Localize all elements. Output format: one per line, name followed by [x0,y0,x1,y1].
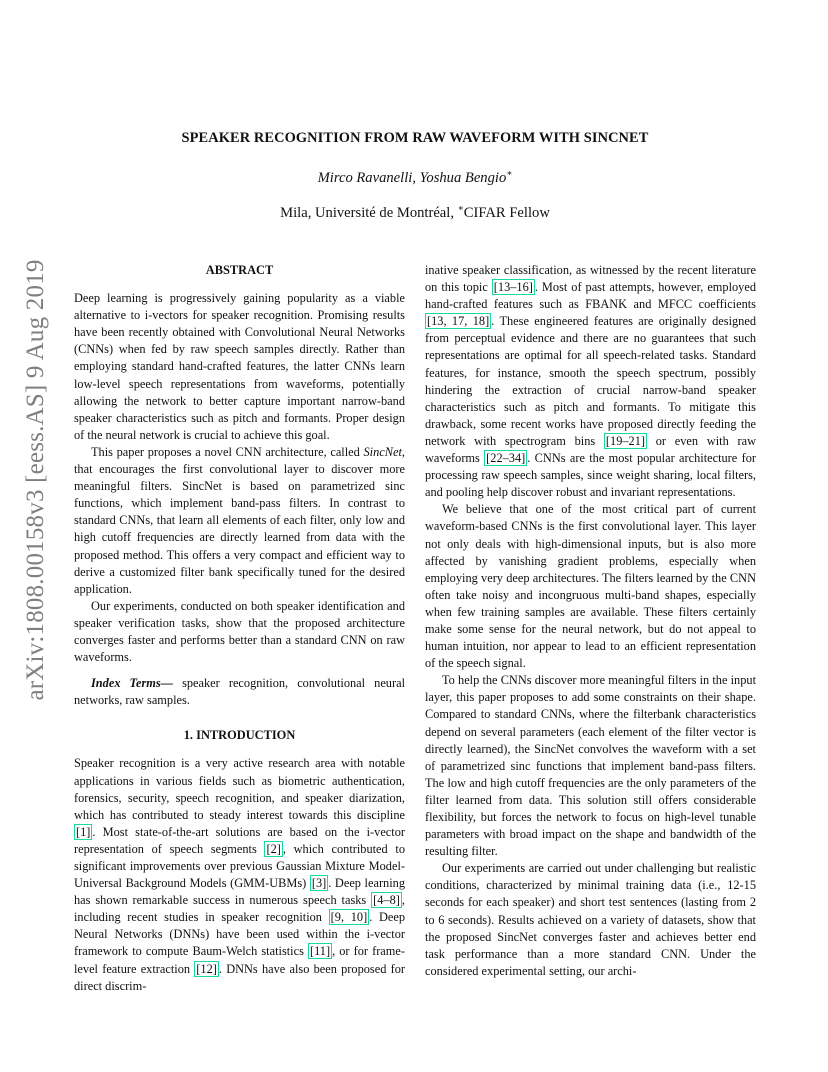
left-column [74,262,405,995]
abstract-p2-start: This paper proposes a novel CNN architecture, called [91,444,364,459]
intro-paragraph-2: We believe that one of the most critical part of current waveform-based CNNs is the first convolutional layer. This layer not only deals with high-dimensional inputs, but is also more affected by vanishing gradient problems, especially when employing very deep architectures. The filters learned by the CNN often take noisy and incongruous multi-band shapes, especially when few training samples are available. These filters certainly make some sense for the neural network, but do not appeal to human intuition, nor appear to lead to an efficient representation of the speech signal. [425,502,756,671]
citation-link[interactable]: [9, 10] [330,910,368,925]
intro-text: . CNNs are the most popular architecture for processing raw speech samples, since weight sharing, local filters, and pooling help discover robust and invariant representations. [425,451,756,500]
intro-text: inative speaker classification, as witnessed by the recent literature on this topic [425,263,756,295]
intro-text: . Deep Neural Networks (DNNs) have been used within the i-vector framework to compute Baum-Welch statistics [74,910,405,959]
citation-link[interactable]: [3] [311,876,327,891]
paper-title: SPEAKER RECOGNITION FROM RAW WAVEFORM WITH SINCNET [181,130,649,146]
intro-heading: 1. INTRODUCTION [183,728,296,743]
paper-affiliation [74,205,756,222]
citation-link[interactable]: [13, 17, 18] [427,314,490,329]
affiliation-cifar: CIFAR Fellow [463,205,550,221]
citation-link[interactable]: [11] [309,944,331,959]
intro-text: . Deep learning has shown remarkable success in numerous speech tasks [74,876,405,908]
citation-link[interactable]: [2] [266,841,281,856]
author-footnote-mark: ∗ [506,168,513,178]
arxiv-stamp [18,259,54,701]
abstract-heading: ABSTRACT [205,263,274,277]
abstract-paragraph-2 [74,444,405,598]
paper-authors [74,170,756,187]
citation-link[interactable]: [1] [76,824,91,839]
citation-link[interactable]: [12] [196,961,217,976]
arxiv-stamp-text: arXiv:1808.00158v3 [eess.AS] 9 Aug 2019 [22,259,49,701]
affiliation-university: Mila, Université de Montréal, [280,205,458,221]
intro-text: , including recent studies in speaker recognition [74,893,405,925]
author-names: Mirco Ravanelli, Yoshua Bengio [317,170,507,186]
intro-text: or even with raw waveforms [425,433,756,466]
citation-link[interactable]: [22–34] [486,451,526,466]
affiliation-mark: ∗ [457,203,464,213]
index-terms-text: speaker recognition, convolutional neural networks, raw samples. [74,676,405,708]
index-terms [74,675,405,709]
right-column [425,262,756,980]
intro-text: , or for frame-level feature extraction [74,944,405,976]
intro-text: . DNNs have also been proposed for direct discrim- [74,961,406,993]
intro-text: . Most of past attempts, however, employed hand-crafted features such as FBANK and MFCC coefficients [425,280,756,312]
intro-paragraph-3: To help the CNNs discover more meaningful filters in the input layer, this paper proposes to add some constraints on their shape. Compared to standard CNNs, where the filterbank characteristics depend on several parameters (each element of the filter vector is directly learned), the SincNet convolves the waveform with a set of parametrized sinc functions that implement band-pass filters. The low and high cutoff frequencies are the only parameters of the filter learned from data. This solution still offers considerable flexibility, but forces the network to focus on high-level tunable parameters with broad impact on the shape and bandwidth of the resulting filter. [425,673,756,859]
abstract-paragraph-1: Deep learning is progressively gaining popularity as a viable alternative to i-vectors for speaker recognition. Promising results have been recently obtained with Convolutional Neural Networks (CNNs) when fed by raw speech samples directly. Rather than employing standard hand-crafted features, the latter CNNs learn low-level speech representations from waveforms, potentially allowing the network to better capture important narrow-band speaker characteristics such as pitch and formants. Proper design of the neural network is crucial to achieve this goal. [74,291,405,442]
index-terms-label: Index Terms— [91,676,173,691]
intro-text: . Most state-of-the-art solutions are based on the i-vector representation of speech segments [74,824,405,856]
citation-link[interactable]: [13–16] [493,280,533,295]
intro-text: . These engineered features are originally designed from perceptual evidence and there are no guarantees that such representations are optimal for all speech-related tasks. Standard features, for instance, smooth the speech spectrum, possibly hindering the extraction of crucial narrow-band speaker characteristics such as pitch and formants. To mitigate this drawback, some recent works have proposed directly feeding the network with spectrogram bins [425,314,756,448]
citation-link[interactable]: [4–8] [373,893,400,908]
intro-paragraph-1-left [74,755,405,994]
abstract-paragraph-3: Our experiments, conducted on both speaker identification and speaker verification tasks, show that the proposed architecture converges faster and performs better than a standard CNN on raw waveforms. [74,598,405,665]
intro-text: , which contributed to significant improvements over previous Gaussian Mixture Model-Universal Background Models (GMM-UBMs) [74,841,405,891]
intro-paragraph-4: Our experiments are carried out under challenging but realistic conditions, characterized by minimal training data (i.e., 12-15 seconds for each speaker) and short test sentences (lasting from 2 to 6 seconds). Results achieved on a variety of datasets, show that the proposed SincNet converges faster and achieves better end task performance than a more standard CNN. Under the considered experimental setting, our archi- [425,861,756,978]
citation-link[interactable]: [19–21] [605,433,646,448]
abstract-p2-rest: , that encourages the first convolutional layer to discover more meaningful filters. SincNet is based on parametrized sinc functions, which implement band-pass filters. In contrast to standard CNNs, that learn all elements of each filter, only low and high cutoff frequencies are directly learned from data with the proposed method. This offers a very compact and efficient way to derive a customized filter bank specifically tuned for the desired application. [74,444,405,596]
intro-text: Speaker recognition is a very active research area with notable applications in various fields such as biometric authentication, forensics, security, speech recognition, and speaker diarization, which has contributed to steady interest towards this discipline [74,756,405,822]
sincnet-term: SincNet [363,444,402,459]
intro-paragraph-1-right [425,262,756,501]
